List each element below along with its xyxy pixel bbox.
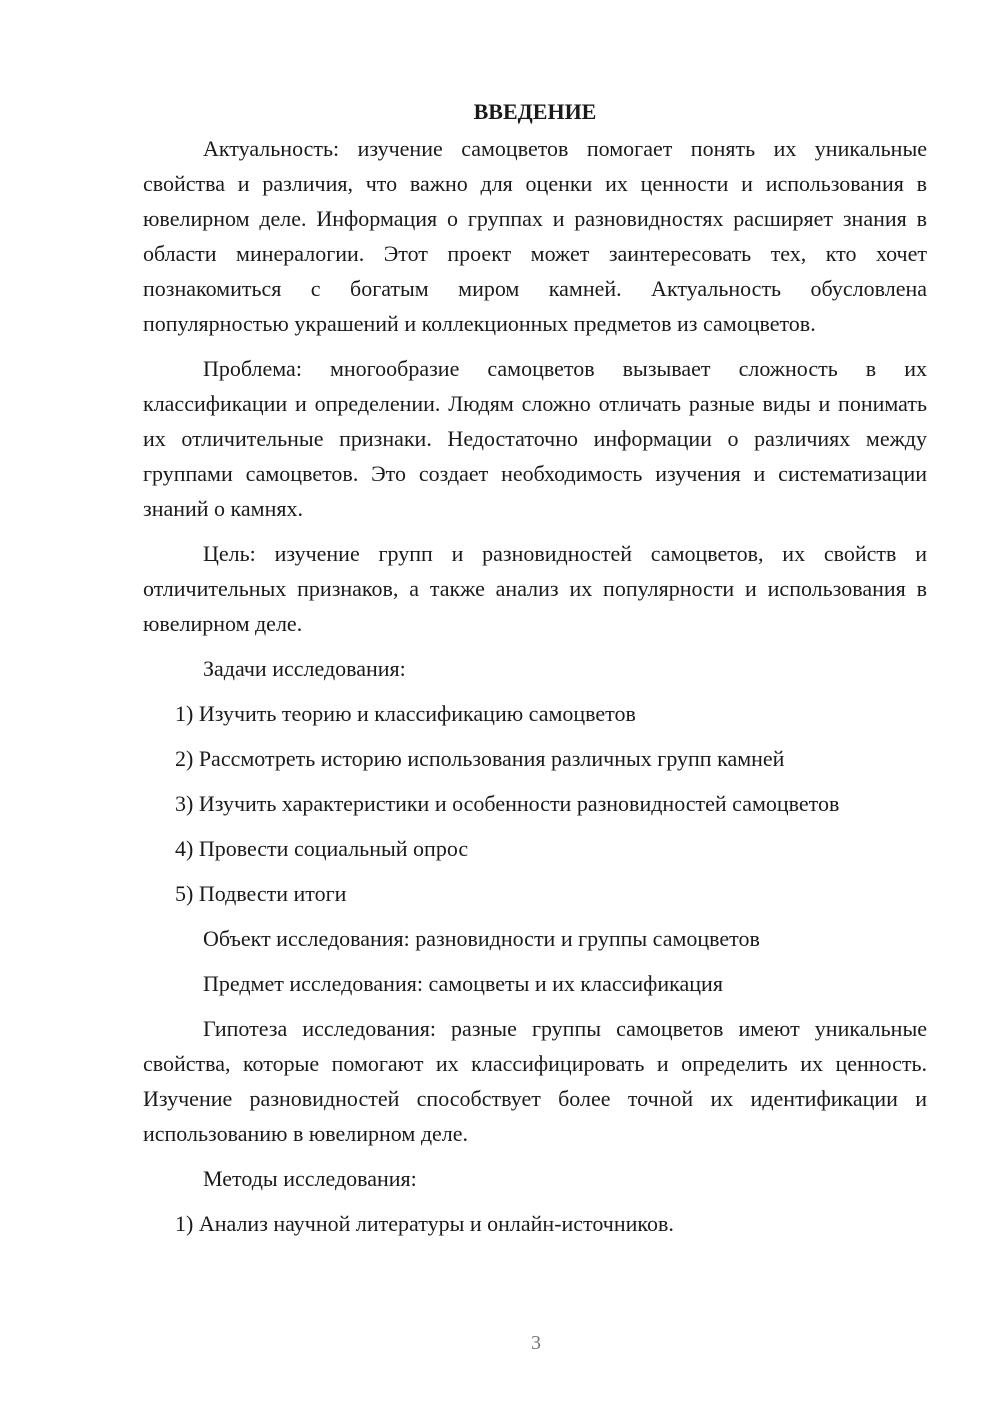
research-subject: Предмет исследования: самоцветы и их классификация: [203, 971, 723, 996]
hypothesis-paragraph: Гипотеза исследования: разные группы самоцветов имеют уникальные свойства, которые помогают их классифицировать и определить их ценность. Изучение разновидностей способствует более точной их идентификации и использованию в ювелирном деле.: [143, 1016, 927, 1146]
task-item-1: 1) Изучить теорию и классификацию самоцветов: [175, 701, 636, 726]
tasks-heading: Задачи исследования:: [203, 656, 406, 681]
problem-paragraph: Проблема: многообразие самоцветов вызывает сложность в их классификации и определении. Людям сложно отличать разные виды и понимать их отличительные признаки. Недостаточно информации о различиях между группами самоцветов. Это создает необходимость изучения и систематизации знаний о камнях.: [143, 356, 927, 521]
page-number: 3: [531, 1332, 541, 1354]
task-item-3: 3) Изучить характеристики и особенности разновидностей самоцветов: [175, 791, 840, 816]
relevance-paragraph: Актуальность: изучение самоцветов помогает понять их уникальные свойства и различия, что важно для оценки их ценности и использования в ювелирном деле. Информация о группах и разновидностях расширяет знания в области минералогии. Этот проект может заинтересовать тех, кто хочет познакомиться с богатым миром камней. Актуальность обусловлена популярностью украшений и коллекционных предметов из самоцветов.: [143, 136, 927, 336]
task-item-5: 5) Подвести итоги: [175, 881, 347, 906]
goal-paragraph: Цель: изучение групп и разновидностей самоцветов, их свойств и отличительных признаков, а также анализ их популярности и использования в ювелирном деле.: [143, 541, 927, 636]
task-item-2: 2) Рассмотреть историю использования различных групп камней: [175, 746, 785, 771]
method-item-1: 1) Анализ научной литературы и онлайн-источников.: [175, 1211, 674, 1236]
page-content: [143, 94, 927, 1251]
task-item-4: 4) Провести социальный опрос: [175, 836, 469, 861]
research-object: Объект исследования: разновидности и группы самоцветов: [203, 926, 760, 951]
methods-heading: Методы исследования:: [203, 1166, 417, 1191]
page-title: ВВЕДЕНИЕ: [473, 99, 597, 124]
